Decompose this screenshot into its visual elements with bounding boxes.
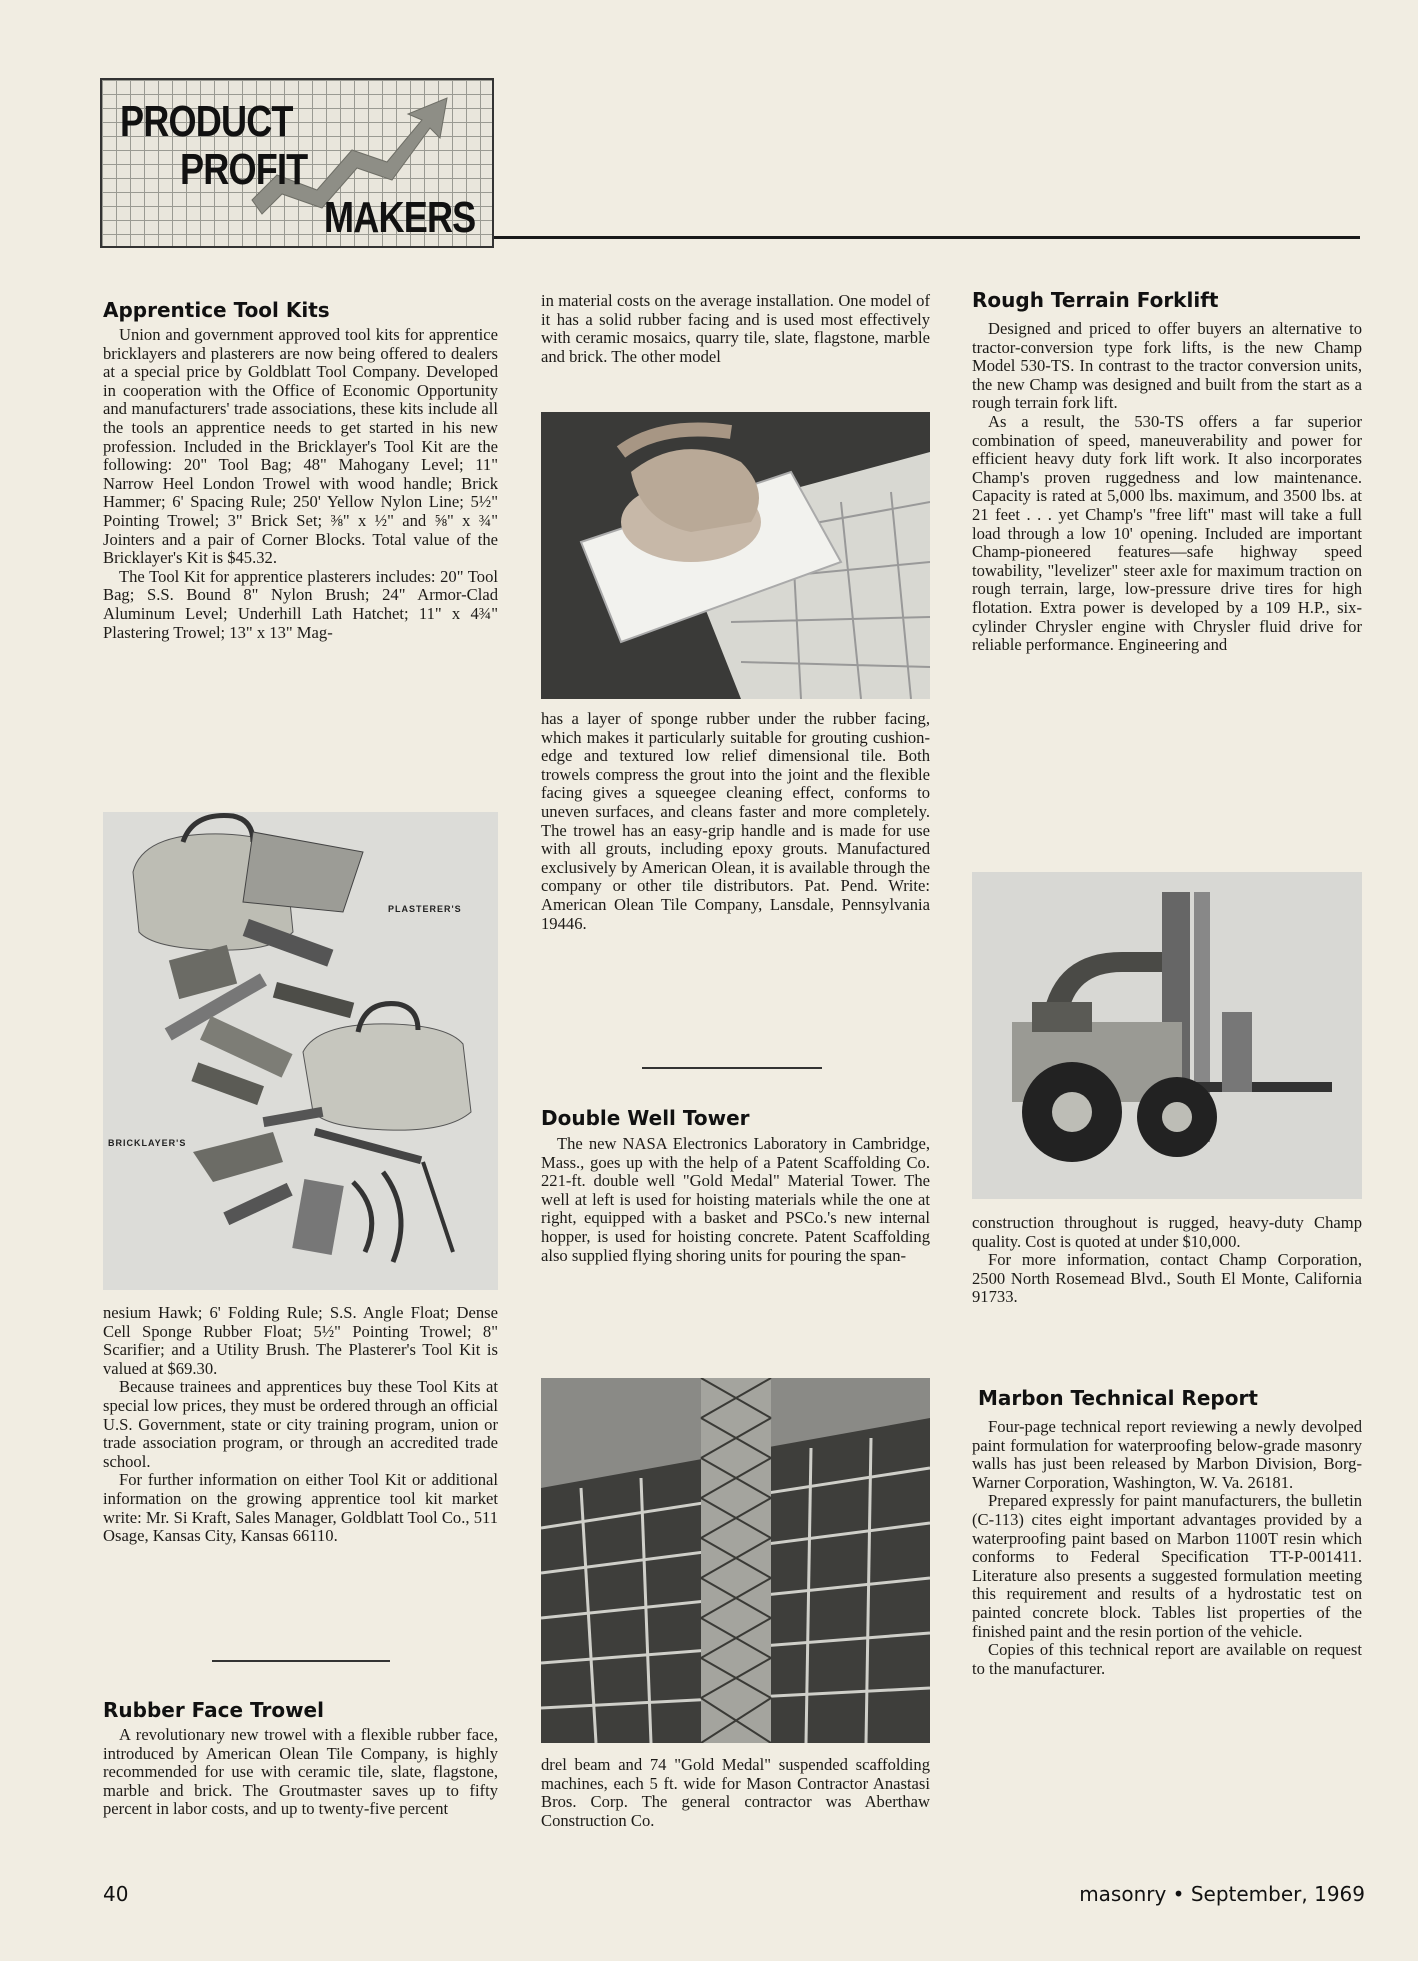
- forklift-p4: For more information, contact Champ Corporation, 2500 North Rosemead Blvd., South El Monte, California 91733.: [972, 1250, 1362, 1307]
- column-divider: [212, 1660, 390, 1662]
- forklift-photo: [972, 872, 1362, 1199]
- column-divider: [642, 1067, 822, 1069]
- apprentice-p5: For further information on either Tool Kit or additional information on the growing apprentice tool kit market write: Mr. Si Kraft, Sales Manager, Goldblatt Tool Co., 511 Osage, Kansas City, Kansas 66110.: [103, 1470, 498, 1546]
- apprentice-text-1: [103, 326, 498, 642]
- trowel-text-1: [103, 1726, 498, 1819]
- tower-p1: The new NASA Electronics Laboratory in Cambridge, Mass., goes up with the help of a Patent Scaffolding Co. 221-ft. double well "Gold Medal" Material Tower. The well at left is used for hoisting materials while the one at right, equipped with a basket and PSCo.'s new internal hopper, is used for hoisting concrete. Patent Scaffolding also supplied flying shoring units for pouring the span-: [541, 1134, 930, 1265]
- tower-text-2: [541, 1756, 930, 1830]
- apprentice-p2: The Tool Kit for apprentice plasterers includes: 20" Tool Bag; S.S. Bound 8" Nylon Brush; 24" Armor-Clad Aluminum Level; Underhill Lath Hatchet; 11" x 4¾" Plastering Trowel; 13" x 13" Mag-: [103, 566, 498, 642]
- apprentice-p3: nesium Hawk; 6' Folding Rule; S.S. Angle Float; Dense Cell Sponge Rubber Float; 5½" Pointing Trowel; 8" Scarifier; and a Utility Brush. The Plasterer's Tool Kit is valued at $69.30.: [103, 1303, 498, 1378]
- forklift-text-2: [972, 1214, 1362, 1307]
- apprentice-title: Apprentice Tool Kits: [103, 298, 330, 322]
- trowel-title: Rubber Face Trowel: [103, 1698, 324, 1722]
- trowel-photo: [541, 412, 930, 699]
- forklift-text-1: [972, 320, 1362, 655]
- bricklayers-label: BRICKLAYER'S: [108, 1138, 187, 1148]
- logo-word-profit: PROFIT: [180, 145, 308, 194]
- trowel-p1: A revolutionary new trowel with a flexible rubber face, introduced by American Olean Tile Company, is highly recommended for use with ceramic tile, slate, flagstone, marble and brick. The Groutmaster saves up to fifty percent in labor costs, and up to twenty-five percent: [103, 1725, 498, 1819]
- tower-illustration: [541, 1378, 930, 1743]
- header-rule: [494, 236, 1360, 239]
- trowel-p2: in material costs on the average installation. One model of it has a solid rubber facing and is used most effectively with ceramic mosaics, quarry tile, slate, flagstone, marble and brick. The other model: [541, 291, 930, 366]
- marbon-p3: Copies of this technical report are available on request to the manufacturer.: [972, 1640, 1362, 1678]
- marbon-text: [972, 1418, 1362, 1678]
- plasterers-label: PLASTERER'S: [388, 904, 462, 914]
- marbon-p1: Four-page technical report reviewing a newly devolped paint formulation for waterproofing below-grade masonry walls has just been released by Marbon Division, Borg-Warner Corporation, Washington, W. Va. 26181.: [972, 1417, 1362, 1492]
- trowel-text-2: [541, 292, 930, 366]
- publication-footer: masonry • September, 1969: [1079, 1882, 1365, 1906]
- apprentice-p1: Union and government approved tool kits for apprentice bricklayers and plasterers are now being offered to dealers at a special price by Goldblatt Tool Company. Developed in cooperation with the Office of Economic Opportunity and manufacturers' trade associations, these kits include all the tools an apprentice needs to get started in his new profession. Included in the Bricklayer's Tool Kit are the following: 20" Tool Bag; 48" Mahogany Level; 11" Narrow Heel London Trowel with wood handle; Brick Hammer; 6' Spacing Rule; 250' Yellow Nylon Line; 5½" Pointing Trowel; 3" Brick Set; ⅜" x ½" and ⅝" x ¾" Jointers and a pair of Corner Blocks. Total value of the Bricklayer's Kit is $45.32.: [103, 325, 498, 568]
- logo-word-product: PRODUCT: [120, 97, 293, 146]
- tool-kits-illustration: [103, 812, 498, 1290]
- apprentice-p4: Because trainees and apprentices buy these Tool Kits at special low prices, they must be ordered through an official U.S. Government, state or city training program, union or trade association program, or through an accredited trade school.: [103, 1377, 498, 1471]
- marbon-title: Marbon Technical Report: [978, 1386, 1258, 1410]
- tower-title: Double Well Tower: [541, 1106, 750, 1130]
- tower-photo: [541, 1378, 930, 1743]
- apprentice-text-2: [103, 1304, 498, 1546]
- forklift-p3: construction throughout is rugged, heavy-duty Champ quality. Cost is quoted at under $10,000.: [972, 1213, 1362, 1251]
- forklift-title: Rough Terrain Forklift: [972, 288, 1219, 312]
- marbon-p2: Prepared expressly for paint manufacturers, the bulletin (C-113) cites eight important advantages provided by a waterproofing paint based on Marbon 1100T resin which conforms to Federal Specification TT-P-001411. Literature also presents a suggested formulation meeting this requirement and results of a hydrostatic test on painted concrete block. Tables list properties of the finished paint and the resin portion of the vehicle.: [972, 1491, 1362, 1641]
- product-profit-makers-logo: [100, 78, 494, 248]
- forklift-p1: Designed and priced to offer buyers an alternative to tractor-conversion type fork lifts, is the new Champ Model 530-TS. In contrast to the tractor conversion units, the new Champ was designed and built from the start as a rough terrain fork lift.: [972, 319, 1362, 413]
- logo-word-makers: MAKERS: [324, 193, 476, 242]
- forklift-p2: As a result, the 530-TS offers a far superior combination of speed, maneuverability and power for efficient heavy duty fork lift work. It also incorporates Champ's proven ruggedness and low maintenance. Capacity is rated at 5,000 lbs. maximum, and 3500 lbs. at 21 feet . . . yet Champ's "free lift" mast will take a full load through a low 10' opening. Included are important Champ-pioneered features—safe highway speed towability, "levelizer" steer axle for maximum traction on rough terrain, large, low-pressure drive tires for high flotation. Extra power is developed by a 109 H.P., six-cylinder Chrysler engine with Chrysler fluid drive for reliable performance. Engineering and: [972, 411, 1362, 655]
- tower-text-1: [541, 1135, 930, 1265]
- forklift-illustration: [972, 872, 1362, 1199]
- trowel-p3: has a layer of sponge rubber under the rubber facing, which makes it particularly suitable for grouting cushion-edge and textured low relief dimensional tile. Both trowels compress the grout into the joint and the flexible facing gives a squeegee cleaning effect, conforms to uneven surfaces, and cleans faster and more completely. The trowel has an easy-grip handle and is made for use with all grouts, including epoxy grouts. Manufactured exclusively by American Olean, it is available through the company or other tile distributors. Pat. Pend. Write: American Olean Tile Company, Lansdale, Pennsylvania 19446.: [541, 709, 930, 933]
- tower-p2: drel beam and 74 "Gold Medal" suspended scaffolding machines, each 5 ft. wide for Mason Contractor Anastasi Bros. Corp. The general contractor was Aberthaw Construction Co.: [541, 1755, 930, 1830]
- page-number: 40: [103, 1882, 129, 1906]
- tool-kits-photo: [103, 812, 498, 1290]
- trowel-illustration: [541, 412, 930, 699]
- trowel-text-3: [541, 710, 930, 933]
